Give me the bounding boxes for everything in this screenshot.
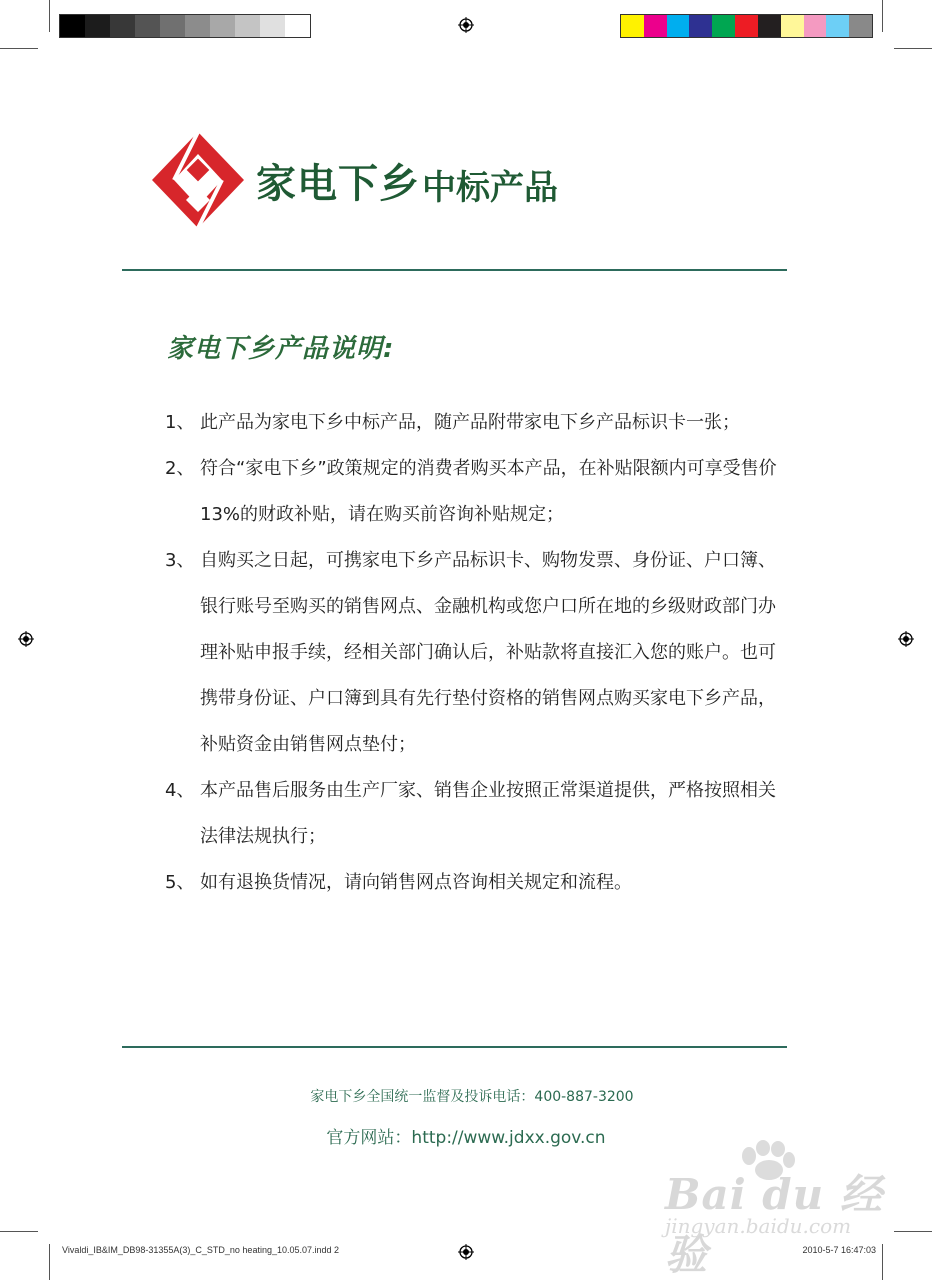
crop-mark (49, 1244, 50, 1280)
color-swatch (804, 15, 827, 37)
list-item (165, 538, 785, 768)
hotline-text: 家电下乡全国统一监督及投诉电话：400-887-3200 (310, 1089, 634, 1105)
instruction-list (165, 400, 785, 906)
grey-swatch (60, 15, 85, 37)
list-item (165, 446, 785, 538)
grey-swatch (185, 15, 210, 37)
item-text: 如有退换货情况，请向销售网点咨询相关规定和流程。 (200, 872, 632, 893)
item-text: 本产品售后服务由生产厂家、销售企业按照正常渠道提供，严格按照相关法律法规执行； (200, 780, 776, 847)
logo-main-text: 家电下乡 (256, 160, 420, 207)
crop-mark (894, 48, 932, 49)
item-text: 自购买之日起，可携家电下乡产品标识卡、购物发票、身份证、户口簿、银行账号至购买的销售网点、金融机构或您户口所在地的乡级财政部门办理补贴申报手续，经相关部门确认后，补贴款将直接汇入您的账户。也可携带身份证、户口簿到具有先行垫付资格的销售网点购买家电下乡产品，补贴资金由销售网点垫付； (200, 550, 776, 755)
grey-swatch (260, 15, 285, 37)
registration-mark-icon (458, 17, 474, 33)
color-calibration-bar (620, 14, 873, 38)
crop-mark (894, 1231, 932, 1232)
registration-mark-icon (898, 631, 914, 647)
color-swatch (621, 15, 644, 37)
color-swatch (781, 15, 804, 37)
grey-swatch (85, 15, 110, 37)
color-swatch (849, 15, 872, 37)
item-number: 4、 (165, 780, 195, 801)
color-swatch (689, 15, 712, 37)
logo-sub-text: 中标产品 (422, 167, 558, 208)
logo (150, 130, 558, 230)
color-swatch (826, 15, 849, 37)
list-item (165, 768, 785, 860)
grey-swatch (285, 15, 310, 37)
item-text: 此产品为家电下乡中标产品，随产品附带家电下乡产品标识卡一张； (200, 412, 740, 433)
crop-mark (49, 0, 50, 32)
item-text: 符合“家电下乡”政策规定的消费者购买本产品，在补贴限额内可享受售价13%的财政补贴，请在购买前咨询补贴规定； (200, 458, 777, 525)
color-swatch (758, 15, 781, 37)
crop-mark (0, 1231, 38, 1232)
bottom-divider (122, 1046, 787, 1048)
list-item (165, 400, 785, 446)
grey-swatch (235, 15, 260, 37)
watermark-url: jingyan.baidu.com (665, 1214, 852, 1238)
color-swatch (644, 15, 667, 37)
registration-mark-icon (458, 1244, 474, 1260)
item-number: 5、 (165, 872, 195, 893)
crop-mark (0, 48, 38, 49)
color-swatch (667, 15, 690, 37)
grey-calibration-bar (59, 14, 311, 38)
watermark (665, 1140, 895, 1279)
file-slug: Vivaldi_IB&IM_DB98-31355A(3)_C_STD_no heating_10.05.07.indd 2 (62, 1245, 340, 1255)
diamond-logo-icon (150, 130, 246, 230)
top-divider (122, 269, 787, 271)
registration-mark-icon (18, 631, 34, 647)
item-number: 3、 (165, 550, 195, 571)
item-number: 2、 (165, 458, 195, 479)
grey-swatch (135, 15, 160, 37)
color-swatch (735, 15, 758, 37)
date-slug: 2010-5-7 16:47:03 (802, 1245, 876, 1255)
grey-swatch (210, 15, 235, 37)
grey-swatch (160, 15, 185, 37)
color-swatch (712, 15, 735, 37)
grey-swatch (110, 15, 135, 37)
crop-mark (882, 0, 883, 32)
list-item (165, 860, 785, 906)
website-text: 官方网站：http://www.jdxx.gov.cn (326, 1128, 606, 1148)
item-number: 1、 (165, 412, 195, 433)
page-title: 家电下乡产品说明: (167, 334, 395, 364)
watermark-brand: Bai du 经验 (665, 1170, 883, 1279)
